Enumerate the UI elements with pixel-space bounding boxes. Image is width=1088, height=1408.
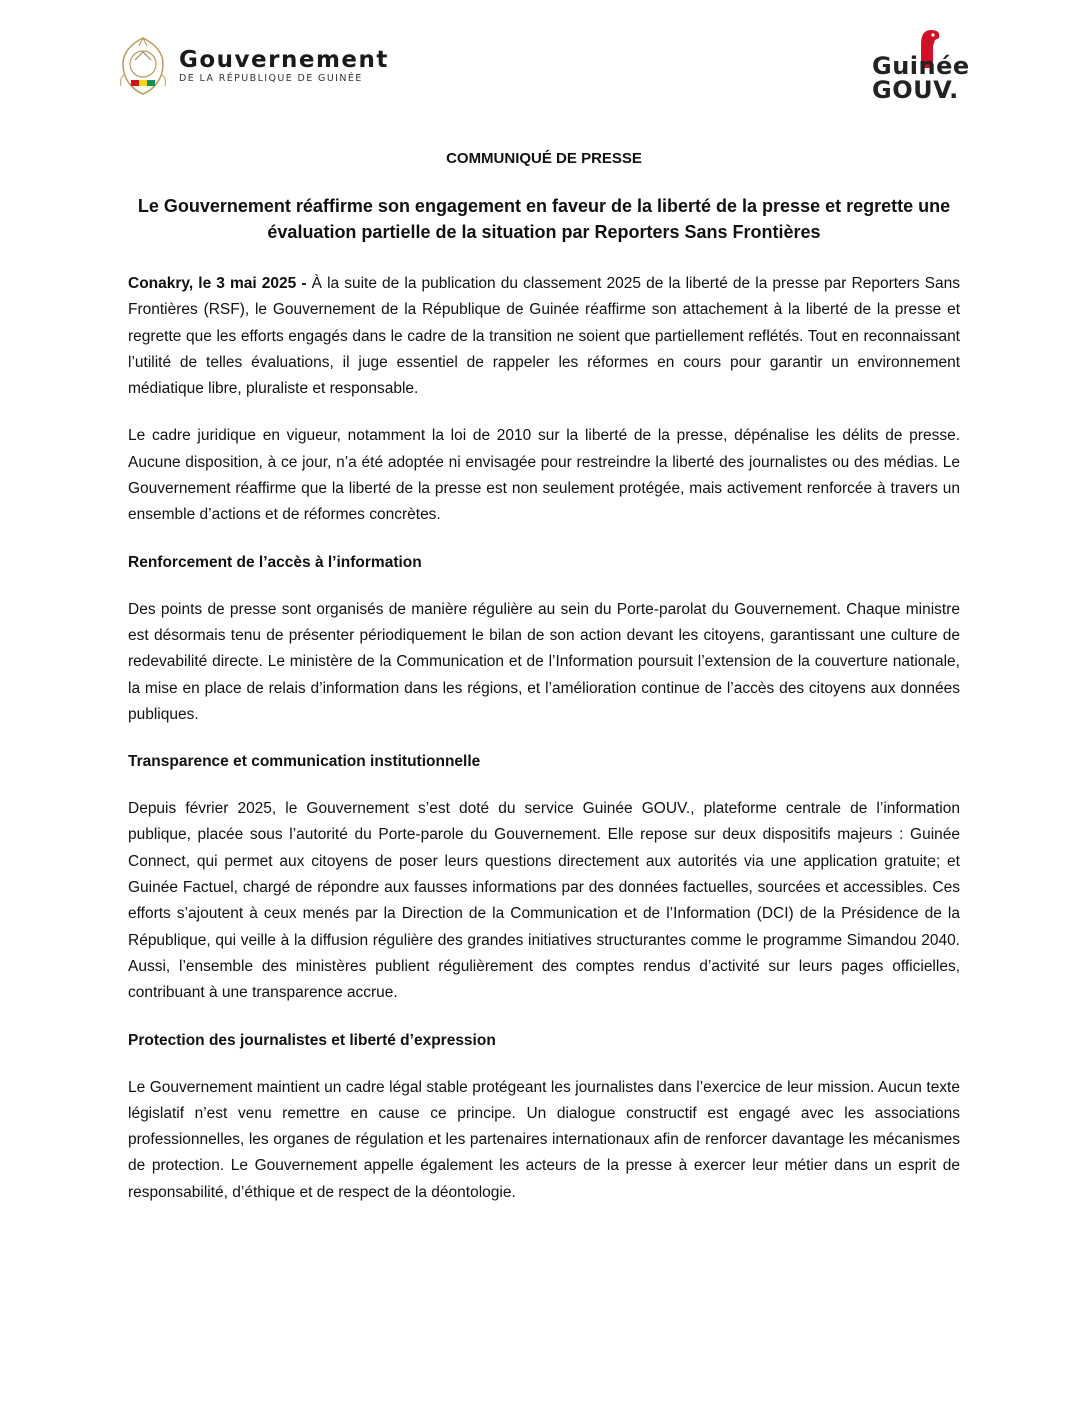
guinee-gouv-logo — [872, 24, 972, 104]
section-text-transparency: Depuis février 2025, le Gouvernement s’est doté du service Guinée GOUV., plateforme centrale de l’information publique, placée sous l’autorité du Porte-parole du Gouvernement. Elle repose sur deux dispositifs majeurs : Guinée Connect, qui permet aux citoyens de poser leurs questions directement aux autorités via une application gratuite; et Guinée Factuel, chargé de répondre aux fausses informations par des données factuelles, sourcées et accessibles. Ces efforts s’ajoutent à ceux menés par la Direction de la Communication et de l’Information (DCI) de la Présidence de la République, qui veille à la diffusion régulière des grandes initiatives structurantes comme le programme Simandou 2040. Aussi, l’ensemble des ministères publient régulièrement des comptes rendus d’activité sur leurs pages officielles, contribuant à une transparence accrue. — [128, 800, 960, 1002]
section-text-access: Des points de presse sont organisés de manière régulière au sein du Porte-parolat du Gouvernement. Chaque ministre est désormais tenu de présenter périodiquement le bilan de son action devant les citoyens, garantissant une culture de redevabilité directe. Le ministère de la Communication et de l’Information poursuit l’extension de la couverture nationale, la mise en place de relais d’information dans les régions, et l’amélioration continue de l’accès des citoyens aux données publiques. — [128, 600, 960, 723]
section-text-protection: Le Gouvernement maintient un cadre légal stable protégeant les journalistes dans l’exercice de leur mission. Aucun texte législatif n’est venu remettre en cause ce principe. Un dialogue constructif est engagé avec les associations professionnelles, les organes de régulation et les partenaires internationaux afin de renforcer davantage les mécanismes de protection. Le Gouvernement appelle également les acteurs de la presse à exercer leur métier dans un esprit de responsabilité, d’éthique et de respect de la déontologie. — [128, 1078, 960, 1201]
section-heading-transparency: Transparence et communication institutionnelle — [128, 753, 481, 771]
government-subtitle: DE LA RÉPUBLIQUE DE GUINÉE — [179, 73, 363, 84]
document-type: COMMUNIQUÉ DE PRESSE — [446, 150, 642, 167]
coat-of-arms-icon — [115, 34, 171, 98]
government-wordmark — [179, 47, 389, 85]
headline: Le Gouvernement réaffirme son engagement en faveur de la liberté de la presse et regrette une évaluation partielle de la situation par Reporters Sans Frontières — [137, 196, 951, 242]
brand-line-guinee: Guinée — [872, 52, 970, 80]
dateline: Conakry, le 3 mai 2025 - — [128, 275, 307, 292]
brand-line-gouv: GOUV. — [872, 76, 959, 104]
section-heading-protection: Protection des journalistes et liberté d’expression — [128, 1031, 496, 1049]
intro-paragraph — [128, 271, 960, 402]
government-title: Gouvernement — [179, 47, 389, 73]
document-body — [128, 150, 960, 1227]
legal-framework-paragraph: Le cadre juridique en vigueur, notamment la loi de 2010 sur la liberté de la presse, dépénalise les délits de presse. Aucune disposition, à ce jour, n’a été adoptée ni envisagée pour restreindre la liberté des journalistes ou des médias. Le Gouvernement réaffirme que la liberté de la presse est non seulement protégée, mais activement renforcée à travers un ensemble d’actions et de réformes concrètes. — [128, 427, 960, 524]
intro-text: À la suite de la publication du classement 2025 de la liberté de la presse par Reporters Sans Frontières (RSF), le Gouvernement de la République de Guinée réaffirme son attachement à la liberté de la presse et regrette que les efforts engagés dans le cadre de la transition ne soient que partiellement reflétés. Tout en reconnaissant l’utilité de telles évaluations, il juge essentiel de rappeler les réformes en cours pour garantir un environnement médiatique libre, pluraliste et responsable. — [128, 275, 960, 398]
government-header — [115, 34, 389, 98]
section-heading-access: Renforcement de l’accès à l’information — [128, 553, 422, 571]
